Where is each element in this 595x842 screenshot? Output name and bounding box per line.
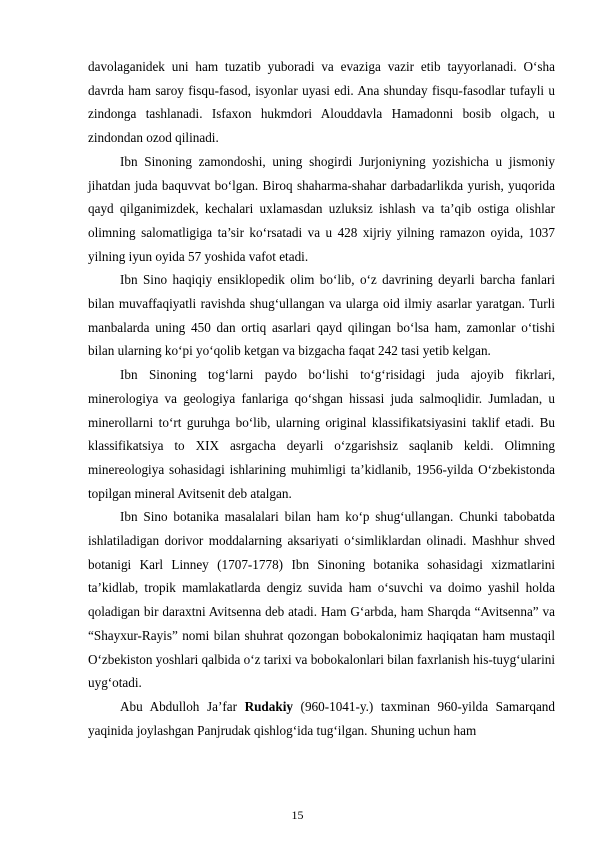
paragraph-6: [88, 695, 555, 742]
paragraph-4: Ibn Sinoning tog‘larni paydo bo‘lishi to‘g‘risidagi juda ajoyib fikrlari, minerologiya va geologiya fanlariga qo‘shgan hissasi juda salmoqlidir. Jumladan, u minerollarni to‘rt guruhga bo‘lib, ularning original klassifikatsiyasini taklif etadi. Bu klassifikatsiya to XIX asrgacha deyarli o‘zgarishsiz saqlanib keldi. Olimning minereologiya sohasidagi ishlarining muhimligi ta’kidlanib, 1956-yilda O‘zbekistonda topilgan mineral Avitsenit deb atalgan.: [88, 367, 555, 501]
paragraph-3: Ibn Sino haqiqiy ensiklopedik olim bo‘lib, o‘z davrining deyarli barcha fanlari bilan muvaffaqiyatli ravishda shug‘ullangan va ularga oid ilmiy asarlar yaratgan. Turli manbalarda uning 450 dan ortiq asarlari qayd qilingan bo‘lsa ham, zamonlar o‘tishi bilan ularning ko‘pi yo‘qolib ketgan va bizgacha faqat 242 tasi yetib kelgan.: [88, 272, 555, 359]
page-number: 15: [291, 808, 304, 822]
paragraph-6-rest: (960-1041-y.) taxminan 960-yilda Samarqand yaqinida joylashgan Panjrudak qishlog‘ida tug‘ilgan. Shuning uchun ham: [88, 698, 555, 738]
paragraph-2: Ibn Sinoning zamondoshi, uning shogirdi Jurjoniyning yozishicha u jismoniy jihatdan juda baquvvat bo‘lgan. Biroq shaharma-shahar darbadarlikda yurish, yuqorida qayd qilganimizdek, kechalari uxlamasdan uzluksiz ishlash va ta’qib ostiga olishlar olimning salomatligiga ta’sir ko‘rsatadi va u 428 xijriy yilning ramazon oyida, 1037 yilning iyun oyida 57 yoshida vafot etadi.: [88, 153, 555, 264]
paragraph-5: Ibn Sino botanika masalalari bilan ham ko‘p shug‘ullangan. Chunki tabobatda ishlatiladigan dorivor moddalarning aksariyati o‘simliklardan olinadi. Mashhur shved botanigi Karl Linney (1707-1778) Ibn Sinoning botanika sohasidagi xizmatlarini ta’kidlab, tropik mamlakatlarda dengiz suvida ham o‘suvchi va doimo yashil holda qoladigan bir daraxtni Avitsenna deb atadi. Ham G‘arbda, ham Sharqda “Avitsenna” va “Shayxur-Rayis” nomi bilan shuhrat qozongan bobokalonimiz haqiqatan ham mustaqil O‘zbekiston yoshlari qalbida o‘z tarixi va bobokalonlari bilan faxrlanish his-tuyg‘ularini uyg‘otadi.: [88, 509, 555, 691]
author-name-rudakiy: Rudakiy: [244, 698, 293, 714]
paragraph-1: davolaganidek uni ham tuzatib yuboradi va evaziga vazir etib tayyorlanadi. O‘sha davrda ham saroy fisqu-fasod, isyonlar uyasi edi. Ana shunday fisqu-fasodlar tufayli u zindonga tashlanadi. Isfaxon hukmdori Alouddavla Hamadonni bosib olgach, u zindondan ozod qilinadi.: [88, 59, 555, 146]
document-page: [88, 55, 555, 742]
paragraph-6-lead: Abu Abdulloh Ja’far: [120, 698, 245, 714]
